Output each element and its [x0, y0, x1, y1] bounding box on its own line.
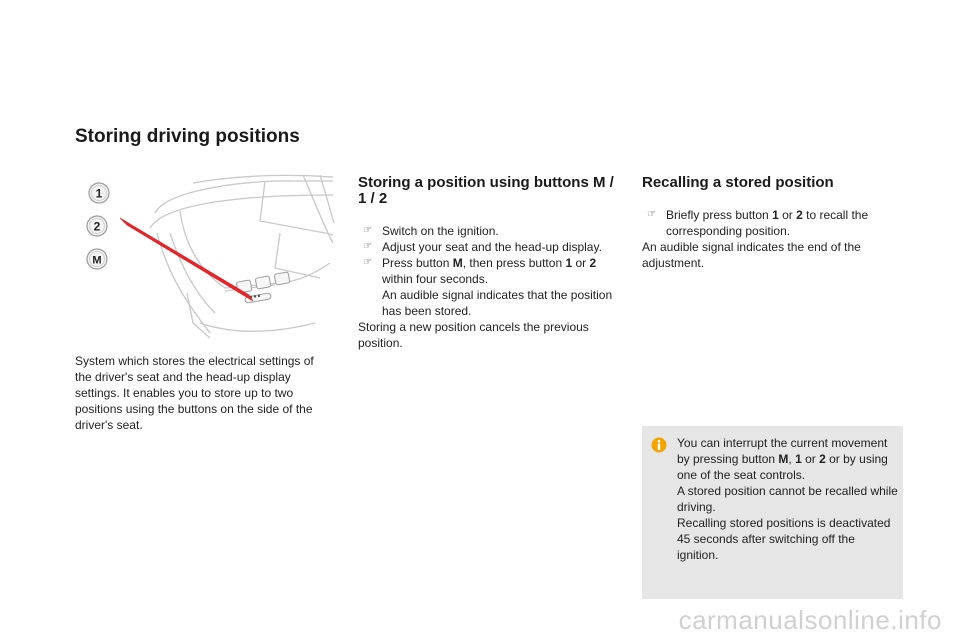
pointing-hand-icon: ☞ — [363, 257, 372, 268]
recalling-after-text: An audible signal indicates the end of the adjustment. — [642, 240, 861, 270]
step-note: An audible signal indicates that the position has been stored. — [382, 288, 613, 318]
memory-button-m-label: M — [92, 254, 102, 267]
info-text — [677, 435, 899, 563]
recalling-heading: Recalling a stored position — [642, 174, 834, 191]
intro-text: System which stores the electrical settings of the driver's seat and the head-up display settings. It enables you to store up to two positions using the buttons on the side of the driver's seat. — [75, 354, 314, 432]
pointing-hand-icon: ☞ — [363, 241, 372, 252]
list-item: ☞ Briefly press button 1 or 2 to recall the corresponding position. — [647, 208, 869, 238]
recalling-steps — [642, 207, 902, 239]
list-item: ☞ Switch on the ignition. — [363, 224, 499, 238]
info-line-1: You can interrupt the current movement by pressing button M, 1 or 2 or by using one of the seat controls. — [677, 436, 888, 482]
memory-button-1-label: 1 — [95, 186, 103, 201]
info-line-2: A stored position cannot be recalled while driving. — [677, 484, 898, 514]
seat-buttons-illustration — [75, 173, 337, 345]
intro-section — [75, 353, 325, 433]
recalling-section — [642, 175, 902, 271]
watermark: carmanualsonline.info — [678, 605, 942, 635]
storing-steps — [358, 223, 626, 319]
info-icon — [651, 437, 667, 453]
pointing-hand-icon: ☞ — [363, 225, 372, 236]
list-item: ☞ Press button M, then press button 1 or 2 within four seconds. An audible signal indicates that the position has been stored. — [363, 256, 613, 318]
info-line-3: Recalling stored positions is deactivated 45 seconds after switching off the ignition. — [677, 516, 891, 562]
storing-after-text: Storing a new position cancels the previous position. — [358, 320, 589, 350]
page-title: Storing driving positions — [75, 126, 300, 147]
storing-heading: Storing a position using buttons M / 1 / 2 — [358, 174, 614, 207]
storing-section — [358, 175, 626, 351]
memory-button-2-label: 2 — [93, 219, 101, 234]
info-box — [642, 426, 903, 599]
pointing-hand-icon: ☞ — [647, 209, 656, 220]
list-item: ☞ Adjust your seat and the head-up display. — [363, 240, 602, 254]
